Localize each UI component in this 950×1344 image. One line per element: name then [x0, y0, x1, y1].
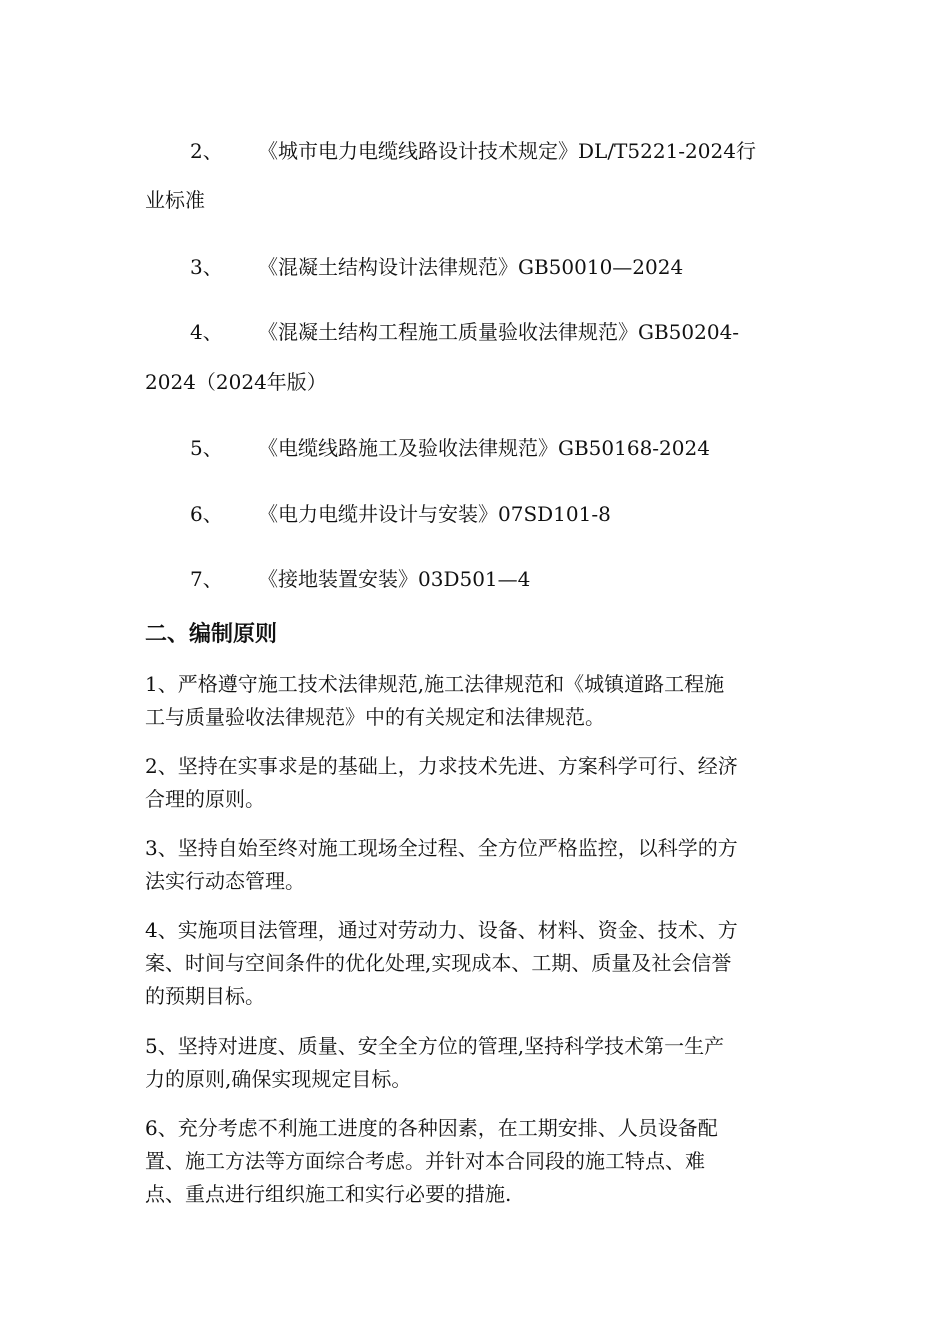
reference-text: 《电缆线路施工及验收法律规范》GB50168-2024: [258, 436, 710, 460]
reference-continuation: 业标准: [145, 188, 205, 212]
paragraph-line: 案、时间与空间条件的优化处理,实现成本、工期、质量及社会信誉: [145, 951, 732, 975]
reference-continuation: 2024（2024年版）: [145, 370, 327, 394]
paragraph-line: 工与质量验收法律规范》中的有关规定和法律规范。: [145, 705, 605, 729]
reference-text: 《混凝土结构设计法律规范》GB50010—2024: [258, 255, 684, 279]
paragraph-line: 合理的原则。: [145, 787, 265, 811]
paragraph-line: 3、坚持自始至终对施工现场全过程、全方位严格监控，以科学的方: [145, 836, 738, 860]
section-heading: 二、编制原则: [145, 622, 278, 647]
paragraph-line: 6、充分考虑不利施工进度的各种因素，在工期安排、人员设备配: [145, 1116, 718, 1140]
paragraph-line: 1、严格遵守施工技术法律规范,施工法律规范和《城镇道路工程施: [145, 672, 725, 696]
reference-number: 3、: [190, 255, 223, 279]
reference-text: 《电力电缆井设计与安装》07SD101-8: [258, 502, 611, 526]
reference-number: 7、: [190, 567, 223, 591]
paragraph-line: 置、施工方法等方面综合考虑。并针对本合同段的施工特点、难: [145, 1149, 705, 1173]
reference-number: 5、: [190, 436, 223, 460]
principle-paragraph: [145, 832, 810, 898]
paragraph-line: 力的原则,确保实现规定目标。: [145, 1067, 412, 1091]
paragraph-line: 5、坚持对进度、质量、安全全方位的管理,坚持科学技术第一生产: [145, 1034, 725, 1058]
reference-number: 4、: [190, 320, 223, 344]
paragraph-line: 点、重点进行组织施工和实行必要的措施.: [145, 1182, 512, 1206]
paragraph-line: 4、实施项目法管理，通过对劳动力、设备、材料、资金、技术、方: [145, 918, 738, 942]
reference-number: 6、: [190, 502, 223, 526]
principle-paragraph: [145, 914, 810, 1013]
principle-paragraph: [145, 750, 810, 816]
paragraph-line: 2、坚持在实事求是的基础上，力求技术先进、方案科学可行、经济: [145, 754, 738, 778]
paragraph-line: 法实行动态管理。: [145, 869, 305, 893]
paragraph-line: 的预期目标。: [145, 984, 265, 1008]
reference-text: 《城市电力电缆线路设计技术规定》DL/T5221-2024行: [258, 139, 756, 163]
principle-paragraph: [145, 1112, 810, 1211]
reference-text: 《混凝土结构工程施工质量验收法律规范》GB50204-: [258, 320, 740, 344]
principle-paragraph: [145, 1030, 810, 1096]
reference-text: 《接地装置安装》03D501—4: [258, 567, 531, 591]
reference-number: 2、: [190, 139, 223, 163]
principle-paragraph: [145, 668, 810, 734]
